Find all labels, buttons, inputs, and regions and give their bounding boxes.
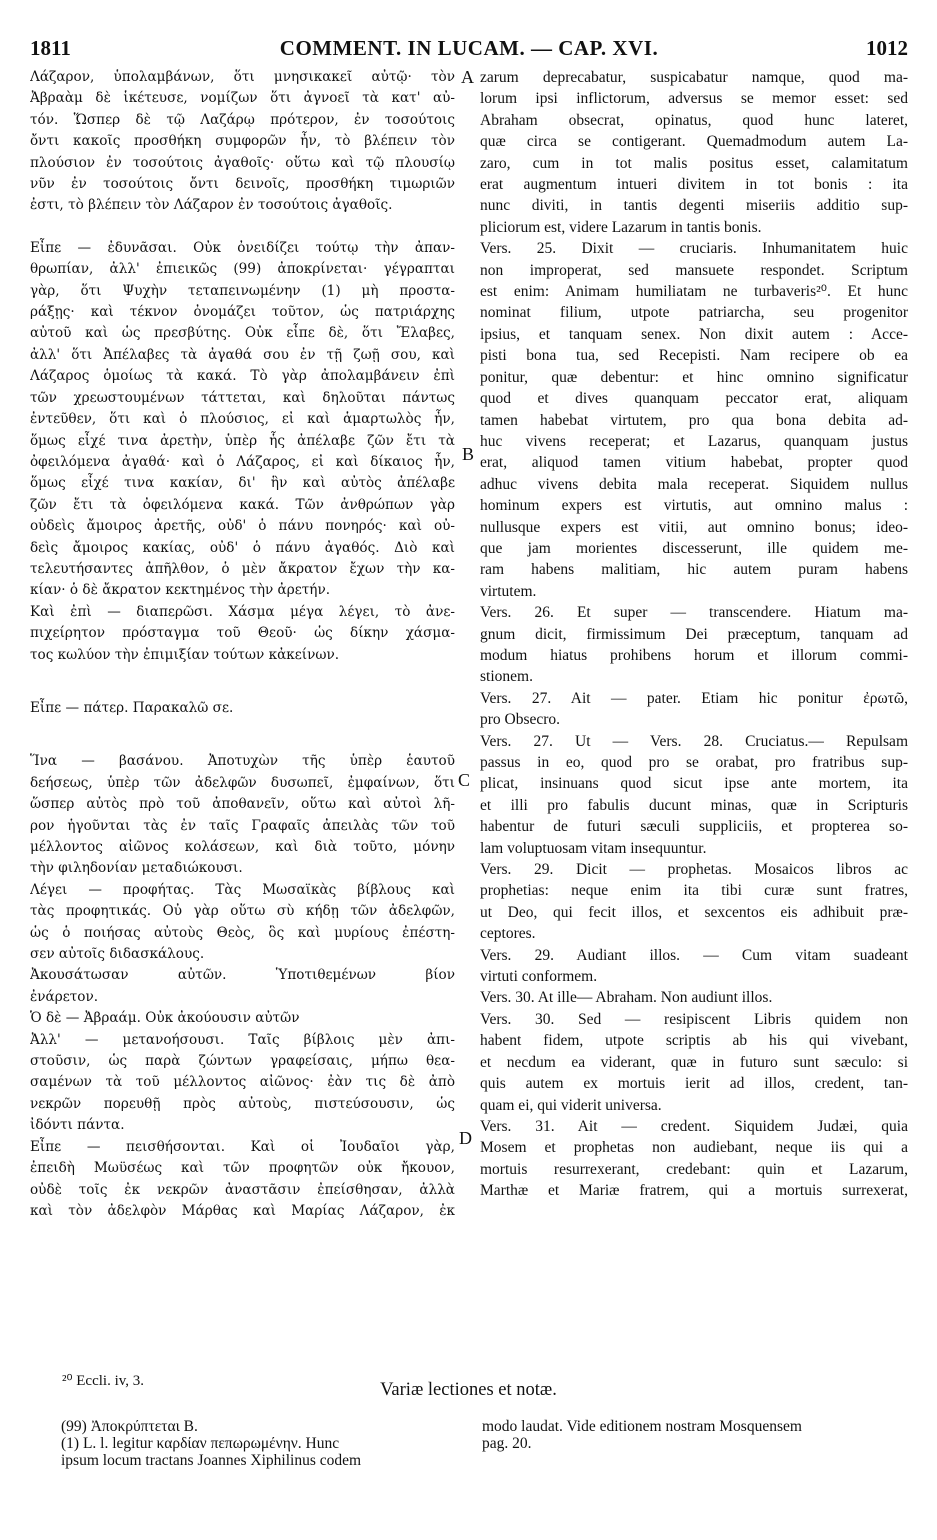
note-line: (1) L. l. legitur καρδίαν πεπωρωμένην. Hunc: [61, 1435, 340, 1452]
text-line: Καὶ ἐπὶ — διαπερῶσι. Χάσμα μέγα λέγει, τὸ ἀνε-: [30, 603, 455, 620]
text-line: ceptores.: [480, 925, 536, 943]
text-line: Vers. 30. Sed — resipiscent Libris quidem non: [480, 1010, 908, 1028]
text-line: δεὶς ἄμοιρος κακίας, οὐδ' ὁ πάνυ ἀγαθός. Διὸ καὶ: [30, 539, 455, 556]
text-line: plicat, insinuans quod sicut ipse ante mortem, ita: [480, 775, 908, 793]
text-line: ρον ἡγοῦνται τὰς ἐν ταῖς Γραφαῖς ἀπειλὰς τῶν τοῦ: [30, 817, 455, 834]
page-header: [30, 36, 908, 60]
text-line: erat, aliquod tamen vitium habebat, propter quod: [480, 454, 908, 472]
text-line: Ἀβραὰμ δὲ ἱκέτευσε, νομίζων ὅτι ἀγνοεῖ τὰ κατ' αὐ-: [30, 90, 455, 107]
text-line: est enim: Animam humiliatam ne turbaveris²⁰. Et hunc: [480, 283, 908, 301]
text-line: ὅμως εἶχέ τινα κακίαν, δι' ἣν καὶ αὐτὸς ἀπέλαβε: [30, 475, 455, 492]
text-line: que jam morientes discesserunt, ille quidem me-: [480, 539, 908, 557]
text-line: ὅμως εἶχέ τινα ἀρετὴν, ὑπὲρ ἧς ἀπέλαβε ζῶν ἔτι τὰ: [30, 432, 455, 449]
page-number-left: 1811: [30, 36, 71, 60]
text-line: quam ei, qui viderit universa.: [480, 1096, 662, 1114]
text-line: δεήσεως, ὑπὲρ τῶν ἀδελφῶν δυσωπεῖ, ἐμφαίνων, ὅτι: [30, 774, 455, 791]
text-line: οὐδεὶς ἄμοιρος ἀρετῆς, οὐδ' ὁ πάνυ πονηρός· καὶ οὐ-: [30, 518, 455, 535]
text-line: Εἶπε — πεισθήσονται. Καὶ οἱ Ἰουδαῖοι γὰρ,: [30, 1138, 455, 1155]
text-line: et illi pro fabulis ducunt minas, quæ in Scripturis: [480, 796, 908, 814]
text-line: σαμένων τὰ τοῦ μέλλοντος αἰῶνος· ἐὰν τις δὲ ἀπὸ: [30, 1074, 455, 1091]
text-line: adhuc vivens debita mala receperat. Siquidem nullus: [480, 475, 908, 493]
text-line: ἰδόντι πάντα.: [30, 1117, 125, 1134]
text-line: τόν. Ὥσπερ δὲ τῷ Λαζάρῳ πρότερον, ἐν τοσούτοις: [30, 111, 455, 128]
text-line: virtuti conformem.: [480, 968, 598, 986]
text-line: Λέγει — προφήτας. Τὰς Μωσαϊκὰς βίβλους καὶ: [30, 881, 455, 898]
section-marker-a: A: [461, 67, 474, 87]
text-line: lorum ipsi inflictorum, adversus se memor esset: sed: [480, 90, 908, 108]
text-line: Εἶπε — πάτερ. Παρακαλῶ σε.: [30, 699, 234, 716]
text-line: nunc diviti, in tantis degenti miseriis additio sup-: [480, 197, 908, 215]
text-line: αὐτοῦ καὶ ὡς πρεσβύτης. Οὐκ εἶπε δὲ, ὅτι Ἔλαβες,: [30, 325, 455, 342]
text-line: ζῶν ἔτι τὰ ὀφειλόμενα κακά. Τῶν ἀνθρώπων γὰρ: [30, 496, 455, 513]
text-line: lam voluptuosam vitam insequuntur.: [480, 839, 707, 857]
footnote: ²⁰ Eccli. iv, 3.: [62, 1373, 145, 1389]
text-line: Vers. 27. Ut — Vers. 28. Cruciatus.— Repulsam: [480, 732, 908, 750]
page-number-right: 1012: [866, 36, 908, 60]
text-line: ὥσπερ αὐτὸς πρὸ τοῦ ἀποθανεῖν, οὕτω καὶ αὐτοὶ λῆ-: [30, 796, 455, 813]
notes-left: [61, 1418, 461, 1469]
text-line: ράξῃς· καὶ τέκνον ὀνομάζει τοῦτον, ὡς πατριάρχης: [30, 304, 455, 321]
text-line: γὰρ, ὅτι Ψυχὴν τεταπεινωμένην (1) μὴ προστα-: [30, 282, 455, 299]
text-line: passus in eo, quod pro se orabat, pro fratribus sup-: [480, 754, 908, 771]
text-line: τὴν φιληδονίαν μεταδιώκουσι.: [30, 860, 243, 877]
text-line: et necdum ea viderant, quæ in futuro sunt sæculo: si: [480, 1053, 908, 1071]
section-marker-d: D: [459, 1128, 472, 1148]
text-line: habent fidem, utpote scriptis ab his qui vivebant,: [480, 1032, 908, 1050]
text-line: ἀλλ' ὅτι Ἀπέλαβες τὰ ἀγαθά σου ἐν τῇ ζωῇ σου, καὶ: [30, 346, 455, 363]
text-line: mortuis resurrexerant, credebant: quin et Lazarum,: [480, 1160, 908, 1178]
text-line: Λάζαρος ὁμοίως τὰ κακά. Τὸ γὰρ ἀπολαμβάνειν ἐπὶ: [30, 368, 455, 385]
text-line: virtutem.: [480, 582, 537, 600]
text-line: Λάζαρον, ὑπολαμβάνων, ὅτι μνησικακεῖ αὐτῷ· τὸν: [30, 69, 455, 85]
text-line: huc vivens receperat; et Lazarus, quanquam justus: [480, 432, 908, 450]
notes-right: [482, 1418, 902, 1452]
text-line: nominat filium, utpote patriarcha, seu progenitor: [480, 304, 908, 322]
text-line: pro Obsecro.: [480, 711, 561, 729]
text-line: καὶ τὸν ἀδελφὸν Μάρθας καὶ Μαρίας Λάζαρον, ἐκ: [30, 1202, 455, 1219]
text-line: νῦν ἐν τοσούτοις ὄντι δεινοῖς, προσθήκη τιμωριῶν: [30, 176, 455, 193]
variae-lectiones-title: Variæ lectiones et notæ.: [380, 1380, 557, 1400]
text-line: ponitur, quæ debentur: et hinc omnino significatur: [480, 368, 908, 386]
text-line: ὄντι κακοῖς προσθήκη συμφορῶν ἦν, τὸ βλέπειν τὸν: [30, 133, 455, 150]
text-line: stionem.: [480, 668, 533, 686]
text-line: τελευτήσαντες ἀπῆλθον, ὁ μὲν ἄκρατον ἔχων τὴν κα-: [30, 560, 455, 577]
text-line: Vers. 31. Ait — credent. Siquidem Judæi, quia: [480, 1117, 908, 1135]
text-line: modum hiatus prohibens horum et illorum commi-: [480, 646, 908, 664]
text-line: Marthæ et Mariæ fratrem, qui a mortuis surrexerat,: [480, 1182, 908, 1200]
text-line: τὰς προφητικάς. Οὐ γὰρ οὕτω σὺ κήδῃ τῶν ἀδελφῶν,: [30, 903, 455, 920]
text-line: pliciorum est, videre Lazarum in tantis bonis.: [480, 218, 762, 236]
text-line: Vers. 26. Et super — transcendere. Hiatum ma-: [480, 604, 908, 622]
text-line: μέλλοντος αἰῶνος κολάσεων, καὶ διὰ τοῦτο, μόνην: [30, 839, 455, 855]
text-line: Ἵνα — βασάνου. Ἀποτυχὼν τῆς ὑπὲρ ἑαυτοῦ: [30, 753, 455, 770]
note-line: pag. 20.: [482, 1435, 532, 1452]
text-line: ut Deo, qui fecit illos, et sexcentos eis adhibuit præ-: [480, 903, 908, 921]
text-line: Ἀκουσάτωσαν αὐτῶν. Ὑποτιθεμένων βίον: [30, 967, 455, 984]
text-line: Vers. 30. At ille— Abraham. Non audiunt illos.: [480, 989, 773, 1007]
text-line: ipsius, et tanquam senex. Non dixit autem : Acce-: [480, 325, 908, 343]
text-line: hominum expers est virtutis, aut omnino malus :: [480, 497, 908, 515]
text-line: Εἶπε — ἐδυνᾶσαι. Οὐκ ὀνειδίζει τούτῳ τὴν ἀπαν-: [30, 239, 455, 256]
text-line: gnum dicit, firmissimum Dei præceptum, tanquam ad: [480, 625, 908, 643]
text-line: τῶν χρεωστουμένων τάττεται, καὶ δηλοῦται πάντως: [30, 389, 455, 406]
text-line: tamen habebat virtutem, pro qua bona debita ad-: [480, 411, 908, 429]
note-line: ipsum locum tractans Joannes Xiphilinus codem: [61, 1452, 362, 1469]
text-line: ἐπειδὴ Μωϋσέως καὶ τῶν προφητῶν οὐκ ἤκουον,: [30, 1160, 455, 1177]
text-line: ram habens malitiam, hic autem puram habens: [480, 561, 908, 579]
text-line: quæ circa se contigerant. Quemadmodum autem La-: [480, 133, 908, 151]
text-line: Vers. 27. Ait — pater. Etiam hic ponitur ἐρωτῶ,: [480, 689, 908, 707]
text-line: erat augmentum intueri divitem in tot bonis : ita: [480, 176, 908, 194]
text-line: κίαν· ὁ δὲ ἄκρατον κεκτημένος τὴν ἀρετήν.: [30, 582, 331, 599]
running-title: COMMENT. IN LUCAM. — CAP. XVI.: [279, 36, 659, 60]
text-line: Vers. 29. Audiant illos. — Cum vitam suadeant: [480, 946, 908, 964]
greek-column: [30, 67, 455, 1222]
text-line: Abraham obsecrat, opinatus, quod hunc lateret,: [480, 111, 908, 129]
text-line: habentur de futuri sæculi suppliciis, et propterea so-: [480, 818, 908, 836]
text-line: πλούσιον ἐν τοσούτοις ἀγαθοῖς· οὕτω καὶ τῷ πλουσίῳ: [30, 154, 455, 171]
text-line: ἐντεῦθεν, ὅτι καὶ ὁ πλούσιος, εἰ καὶ ἁμαρτωλὸς ἦν,: [30, 411, 455, 428]
section-marker-c: C: [458, 770, 471, 790]
text-line: zaro, cum in tot malis positus esset, calamitatum: [480, 154, 908, 172]
note-line: modo laudat. Vide editionem nostram Mosquensem: [482, 1418, 802, 1435]
text-line: Mosem et prophetas non audiebant, neque iis qui a: [480, 1139, 908, 1157]
text-line: νεκρῶν πορευθῇ πρὸς αὐτοὺς, πιστεύσουσιν, ὡς: [30, 1095, 455, 1112]
text-line: θρωπίαν, ἀλλ' ἐπιεικῶς (99) ἀποκρίνεται· γέγραπται: [30, 261, 455, 278]
text-line: στοῦσιν, ὡς παρὰ ζώντων γραφείσαις, μήπω θεα-: [30, 1053, 455, 1070]
text-line: nullusque expers est vitii, aut omnino bonus; ideo-: [480, 518, 908, 536]
text-line: τος κωλύον τὴν ἐπιμιξίαν τούτων κἀκείνων.: [30, 646, 340, 663]
text-line: quis autem ex mortuis ierit ad illos, credent, tan-: [480, 1075, 908, 1093]
text-line: οὐδὲ τοῖς ἐκ νεκρῶν ἀναστᾶσιν ἐπείσθησαν, ἀλλὰ: [30, 1181, 455, 1198]
text-line: σεν αὐτοῖς διδασκάλους.: [30, 946, 205, 963]
section-marker-b: B: [462, 444, 475, 464]
text-line: zarum deprecabatur, suspicabatur namque, quod ma-: [480, 69, 908, 86]
text-line: quod et dives quanquam peccator erat, aliquam: [480, 390, 908, 408]
text-line: ὀφειλόμενα ἀγαθά· καὶ ὁ Λάζαρος, εἰ καὶ δίκαιος ἦν,: [30, 453, 455, 470]
text-line: pisti bona tua, sed Recepisti. Nam recipere ob ea: [480, 347, 908, 365]
text-line: Vers. 29. Dicit — prophetas. Mosaicos libros ac: [480, 861, 908, 879]
note-line: (99) Ἀποκρύπτεται B.: [61, 1418, 198, 1435]
text-line: πιχείρητον πρόσταγμα τοῦ Θεοῦ· ὡς δίκην χάσμα-: [30, 625, 455, 642]
latin-column: [480, 67, 908, 1202]
text-line: non improperat, sed mansuete respondet. Scriptum: [480, 261, 908, 279]
text-line: Ὁ δὲ — Ἀβραάμ. Οὐκ ἀκούουσιν αὐτῶν: [30, 1010, 300, 1027]
text-line: Ἀλλ' — μετανοήσουσι. Ταῖς βίβλοις μὲν ἀπι-: [30, 1031, 455, 1048]
text-line: ἐστι, τὸ βλέπειν τὸν Λάζαρον ἐν τοσούτοις ἀγαθοῖς.: [30, 197, 393, 214]
text-line: prophetias: neque enim ita tibi curæ sunt fratres,: [480, 882, 908, 900]
text-line: ἐνάρετον.: [30, 988, 99, 1005]
text-line: Vers. 25. Dixit — cruciaris. Inhumanitatem huic: [480, 240, 908, 258]
text-line: ὡς ὁ ποιήσας αὐτοὺς Θεὸς, ὃς καὶ μυρίους ἐπέστη-: [30, 924, 455, 941]
